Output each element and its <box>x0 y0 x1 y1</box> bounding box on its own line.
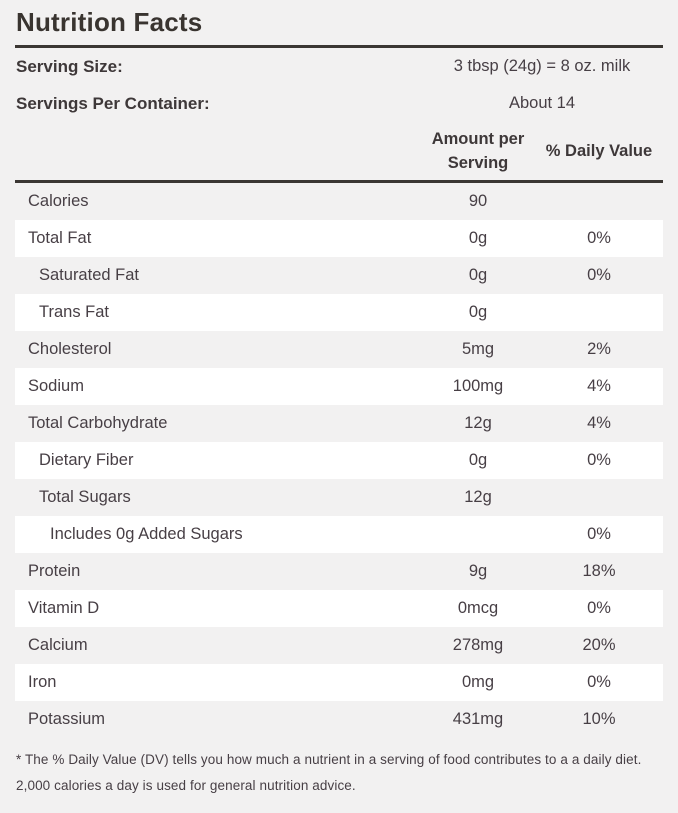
nutrient-daily-value: 2% <box>587 340 611 358</box>
nutrient-amount: 5mg <box>461 340 495 358</box>
amount-per-serving-header-cell <box>421 127 535 175</box>
daily-value-footnote: * The % Daily Value (DV) tells you how much a nutrient in a serving of food contributes to a a daily diet. 2,000 calories a day is used for general nutrition advice. <box>16 752 642 793</box>
nutrient-label: Sodium <box>28 377 84 395</box>
nutrient-label: Protein <box>28 562 81 580</box>
table-row <box>15 442 663 479</box>
nutrient-amount: 12g <box>464 488 492 506</box>
nutrient-amount: 0g <box>468 266 488 284</box>
table-row <box>15 220 663 257</box>
table-row <box>15 627 663 664</box>
table-row <box>15 701 663 738</box>
servings-per-container-label: Servings Per Container: <box>16 93 210 113</box>
nutrient-amount: 431mg <box>452 710 504 728</box>
nutrient-amount: 0mg <box>461 673 495 691</box>
nutrient-amount: 100mg <box>452 377 504 395</box>
table-row <box>15 479 663 516</box>
panel-title: Nutrition Facts <box>16 7 203 37</box>
nutrient-daily-value: 0% <box>587 451 611 469</box>
nutrient-amount: 0g <box>468 229 488 247</box>
table-row <box>15 553 663 590</box>
nutrient-label: Vitamin D <box>28 599 100 617</box>
table-row <box>15 516 663 553</box>
serving-size-row <box>15 48 663 85</box>
nutrient-label: Trans Fat <box>39 303 109 321</box>
serving-size-label: Serving Size: <box>16 56 123 76</box>
nutrient-daily-value: 18% <box>582 562 616 580</box>
nutrient-amount: 90 <box>468 192 488 210</box>
nutrient-table <box>15 183 663 738</box>
column-headers <box>15 122 663 180</box>
nutrient-label: Includes 0g Added Sugars <box>50 525 243 543</box>
nutrient-daily-value: 4% <box>587 377 611 395</box>
nutrient-label: Calories <box>28 192 89 210</box>
table-row <box>15 183 663 220</box>
nutrient-daily-value: 0% <box>587 525 611 543</box>
nutrient-daily-value: 20% <box>582 636 616 654</box>
nutrient-amount: 0g <box>468 451 488 469</box>
nutrient-label: Saturated Fat <box>39 266 139 284</box>
table-row <box>15 405 663 442</box>
nutrient-daily-value: 10% <box>582 710 616 728</box>
nutrient-label: Calcium <box>28 636 88 654</box>
table-row <box>15 368 663 405</box>
nutrient-amount: 0g <box>468 303 488 321</box>
nutrient-label: Total Carbohydrate <box>28 414 168 432</box>
table-row <box>15 257 663 294</box>
table-row <box>15 331 663 368</box>
nutrient-amount: 12g <box>464 414 492 432</box>
nutrient-daily-value: 0% <box>587 229 611 247</box>
table-row <box>15 294 663 331</box>
serving-size-value: 3 tbsp (24g) = 8 oz. milk <box>453 57 631 75</box>
nutrient-label: Iron <box>28 673 57 691</box>
nutrient-label: Total Sugars <box>39 488 131 506</box>
nutrient-daily-value: 4% <box>587 414 611 432</box>
nutrient-daily-value: 0% <box>587 266 611 284</box>
table-row <box>15 590 663 627</box>
nutrient-label: Dietary Fiber <box>39 451 134 469</box>
daily-value-header: % Daily Value <box>545 141 653 160</box>
nutrient-amount: 278mg <box>452 636 504 654</box>
nutrient-amount: 0mcg <box>457 599 499 617</box>
nutrient-daily-value: 0% <box>587 673 611 691</box>
nutrient-amount: 9g <box>468 562 488 580</box>
servings-per-container-row <box>15 85 663 122</box>
servings-per-container-value: About 14 <box>508 94 576 112</box>
nutrient-label: Total Fat <box>28 229 92 247</box>
nutrient-label: Cholesterol <box>28 340 112 358</box>
amount-per-serving-header: Amount per Serving <box>431 130 525 172</box>
nutrient-daily-value: 0% <box>587 599 611 617</box>
nutrient-label: Potassium <box>28 710 106 728</box>
table-row <box>15 664 663 701</box>
